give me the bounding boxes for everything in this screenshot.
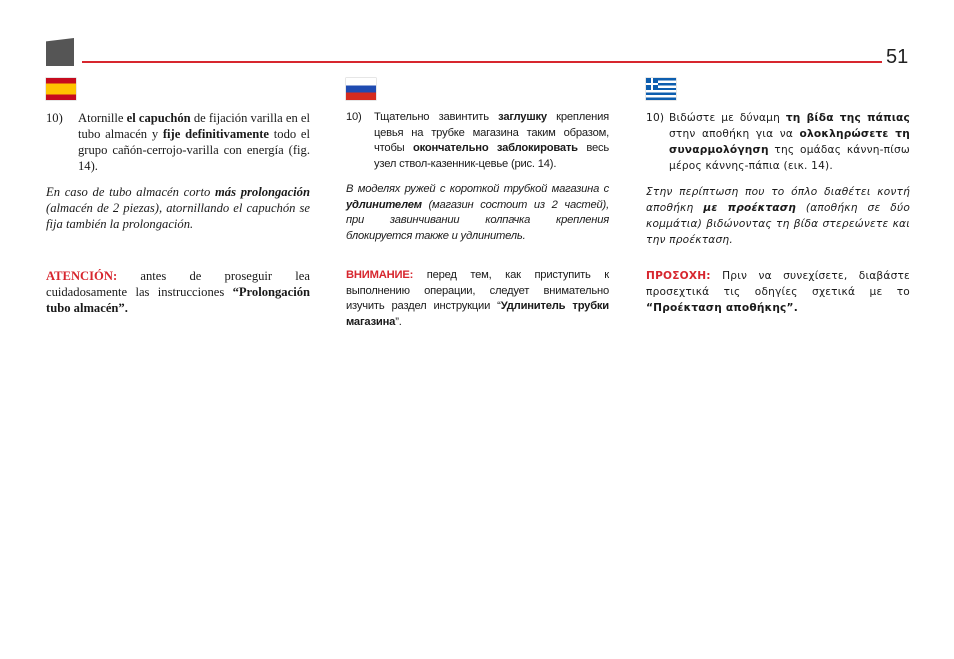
greece-flag-icon — [646, 78, 676, 100]
page-number: 51 — [886, 46, 909, 68]
text-run: Atornille — [78, 111, 127, 125]
column-greek — [646, 78, 911, 314]
text-run: Тщательно завинтить — [374, 111, 499, 123]
header-rule — [82, 61, 882, 63]
step-item — [346, 110, 609, 172]
step-text — [78, 110, 310, 174]
bold-run: más prolongación — [214, 185, 310, 199]
bold-run: окончательно заблокировать — [412, 142, 578, 154]
note-paragraph — [346, 182, 609, 244]
warning-label: ATENCIÓN: — [46, 269, 118, 283]
section-tab-icon — [46, 38, 74, 66]
text-run: Βιδώστε με δύναμη — [669, 112, 786, 124]
bold-run: удлинителем — [346, 198, 422, 211]
warning-label: ΠΡΟΣΟΧΗ: — [646, 270, 711, 282]
note-paragraph — [646, 184, 910, 248]
russia-flag-icon — [346, 78, 376, 100]
warning-paragraph — [646, 268, 910, 316]
text-run: de fijación varilla en el tubo almacén y — [78, 111, 310, 141]
warning-paragraph — [46, 268, 310, 316]
text-run: ”. — [395, 315, 402, 328]
text-run: antes de proseguir lea cuidadosamente las instrucciones — [46, 269, 310, 299]
bold-run: ολοκληρώσετε τη συναρμολόγηση — [669, 128, 910, 156]
text-run: (αποθήκη σε δύο κομμάτια) βιδώνοντας τη βίδα στερεώνετε και την προέκταση. — [646, 202, 911, 246]
step-number: 10) — [46, 111, 63, 125]
bold-run: el capuchón — [126, 111, 191, 125]
bold-run: fije definitivamente — [162, 127, 270, 141]
bold-run: τη βίδα της πάπιας — [785, 112, 910, 124]
text-run: (almacén de 2 piezas), atornillando el capuchón se fija también la prolongación. — [46, 201, 310, 231]
step-number: 10) — [346, 111, 362, 123]
column-spanish — [46, 78, 310, 315]
step-text — [669, 110, 910, 174]
text-run: Στην περίπτωση που το όπλο διαθέτει κοντή αποθήκη — [646, 186, 910, 214]
note-paragraph — [46, 184, 310, 232]
text-run: En caso de tubo almacén corto — [46, 185, 215, 199]
text-run: весь узел ствол-казенник-цевье (рис. 14). — [374, 142, 610, 170]
text-run: στην αποθήκη για να — [669, 128, 800, 140]
text-run: todo el grupo cañón-cerrojo-varilla con energía (fig. 14). — [78, 127, 310, 173]
text-run: (магазин состоит из 2 частей), при завинчивании колпачка крепления блокируется также и удлинитель. — [346, 198, 609, 242]
bold-run: Удлинитель трубки магазина — [346, 300, 609, 328]
bold-run: заглушку — [498, 111, 547, 123]
warning-label: ВНИМАНИЕ: — [346, 269, 414, 281]
text-run: перед тем, как приступить к выполнению операции, следует внимательно изучить раздел инструкции “ — [346, 269, 609, 312]
bold-run: “Prolongación tubo almacén”. — [46, 285, 310, 315]
text-run: В моделях ружей с короткой трубкой магазина с — [346, 183, 609, 195]
bold-run: με προέκταση — [703, 202, 796, 214]
step-item — [46, 110, 310, 174]
spain-flag-icon — [46, 78, 76, 100]
warning-paragraph — [346, 268, 609, 330]
bold-run: “Προέκταση αποθήκης”. — [646, 302, 798, 314]
step-item — [646, 110, 910, 174]
column-russian — [346, 78, 610, 328]
text-run: крепления цевья на трубке магазина таким образом, чтобы — [374, 111, 609, 154]
text-run: Πριν να συνεχίσετε, διαβάστε προσεχτικά τις οδηγίες σχετικά με το — [646, 270, 910, 298]
step-number: 10) — [646, 112, 665, 124]
step-text — [374, 110, 609, 172]
text-run: της ομάδας κάννη-πίσω μέρος κάννης-πάπια (εικ. 14). — [669, 144, 910, 172]
